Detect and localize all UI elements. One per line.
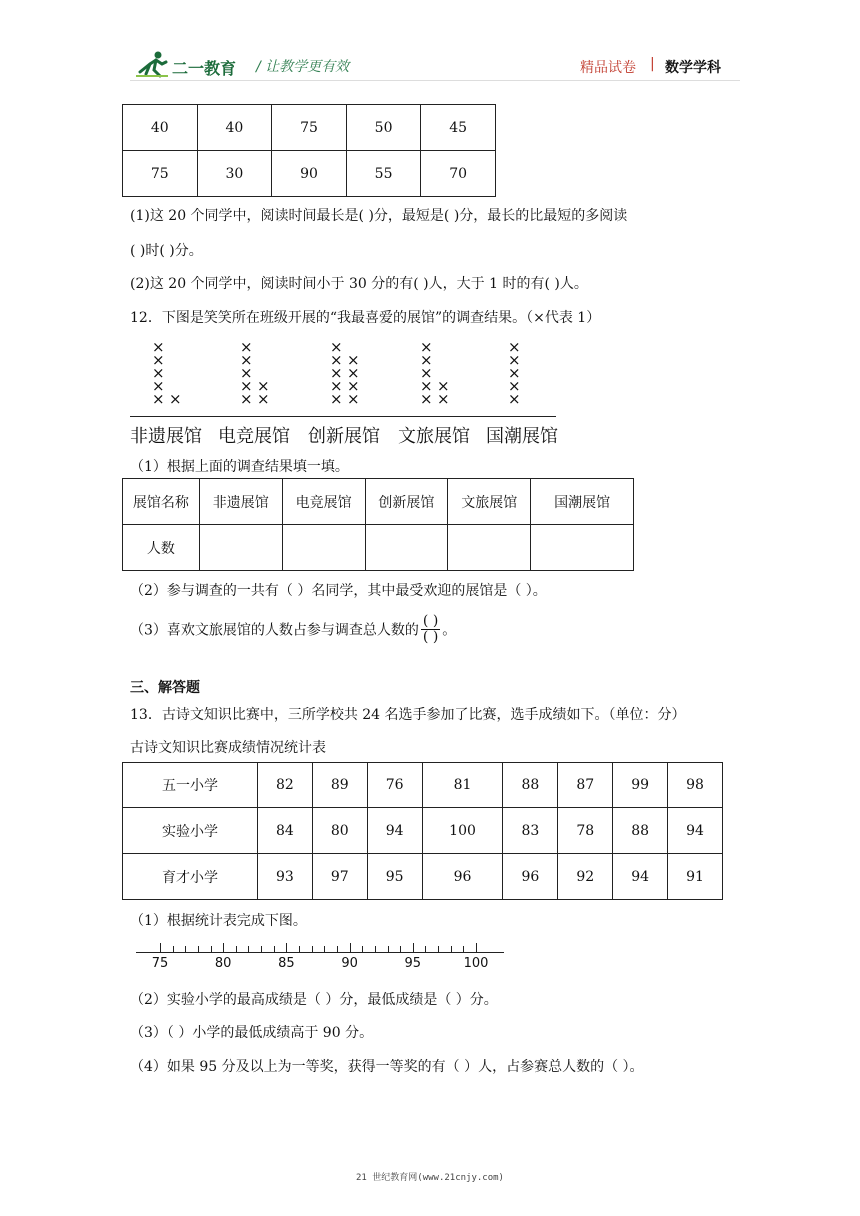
number-line-tick (337, 946, 338, 952)
x-mark: × (508, 338, 521, 356)
score-cell: 76 (367, 763, 422, 808)
q11-part1-line1: (1)这 20 个同学中，阅读时间最长是( )分，最短是( )分，最长的比最短的多阅读 (130, 208, 628, 224)
number-line-label: 80 (214, 956, 232, 971)
score-cell: 96 (422, 854, 503, 900)
number-line-label: 90 (341, 956, 358, 971)
q12-part3-suffix: 。 (442, 622, 457, 639)
q13-part2: （2）实验小学的最高成绩是（ ）分，最低成绩是（ ）分。 (130, 992, 498, 1008)
x-mark: × (330, 364, 343, 382)
score-cell: 97 (312, 854, 367, 900)
number-line-tick (350, 943, 351, 952)
score-cell: 95 (367, 854, 422, 900)
number-line-tick (299, 946, 300, 952)
x-mark: × (347, 377, 360, 395)
score-cell: 82 (258, 763, 313, 808)
number-line-tick (286, 943, 287, 952)
header-rule (130, 80, 740, 81)
fraction-numerator: ( ) (422, 613, 439, 629)
number-line-axis (136, 952, 504, 953)
pictograph-axis (130, 416, 556, 417)
x-mark: × (152, 390, 165, 408)
number-line-label: 95 (404, 956, 422, 971)
table-header-cell: 非遗展馆 (199, 479, 282, 525)
reading-table (122, 104, 496, 197)
table-cell: 90 (272, 151, 347, 197)
x-mark: × (508, 390, 521, 408)
slogan-text: 让教学更有效 (265, 59, 350, 75)
logo-text: 二一教育 (172, 59, 237, 78)
table-header-cell: 创新展馆 (365, 479, 448, 525)
table-header-cell: 文旅展馆 (448, 479, 531, 525)
score-cell: 94 (668, 808, 723, 854)
number-line-tick (274, 946, 275, 952)
x-mark: × (240, 390, 253, 408)
score-cell: 93 (258, 854, 313, 900)
q13-part3: （3）（ ）小学的最低成绩高于 90 分。 (130, 1025, 374, 1041)
q11-part2: (2)这 20 个同学中，阅读时间小于 30 分的有( )人，大于 1 时的有( )人。 (130, 276, 588, 292)
x-mark: × (508, 364, 521, 382)
school-name: 实验小学 (123, 808, 258, 854)
answer-cell[interactable] (199, 525, 282, 571)
x-mark: × (257, 390, 270, 408)
q13-table-caption: 古诗文知识比赛成绩情况统计表 (130, 740, 326, 756)
q12-title: 12．下图是笑笑所在班级开展的“我最喜爱的展馆”的调查结果。（×代表 1） (130, 310, 601, 326)
footer: 21 世纪教育网(www.21cnjy.com) (356, 1173, 504, 1183)
number-line-tick (438, 946, 439, 952)
slogan: / 让教学更有效 (256, 59, 350, 75)
table-header-cell: 国潮展馆 (531, 479, 634, 525)
row-label: 人数 (123, 525, 200, 571)
score-cell: 94 (367, 808, 422, 854)
table-cell: 70 (421, 151, 496, 197)
x-mark: × (347, 364, 360, 382)
x-mark: × (347, 351, 360, 369)
number-line-tick (375, 946, 376, 952)
table-cell: 40 (197, 105, 272, 151)
table-header-cell: 展馆名称 (123, 479, 200, 525)
x-mark: × (347, 390, 360, 408)
logo (136, 50, 248, 78)
runner-logo-icon (136, 50, 170, 78)
number-line-tick (324, 946, 325, 952)
score-cell: 100 (422, 808, 503, 854)
q11-part1-line2: ( )时( )分。 (130, 243, 203, 259)
section-title: 三、解答题 (130, 680, 200, 696)
school-name: 五一小学 (123, 763, 258, 808)
x-mark: × (420, 338, 433, 356)
table-header-cell: 电竞展馆 (282, 479, 365, 525)
number-line-tick (451, 946, 452, 952)
fill-table (122, 478, 634, 571)
q13-title: 13．古诗文知识比赛中，三所学校共 24 名选手参加了比赛，选手成绩如下。（单位：分） (130, 707, 686, 723)
badge: 精品试卷 (580, 60, 636, 76)
number-line-tick (261, 946, 262, 952)
q13-part1: （1）根据统计表完成下图。 (130, 913, 307, 929)
q12-part3-prefix: （3）喜欢文旅展馆的人数占参与调查总人数的 (130, 622, 419, 639)
number-line-tick (173, 946, 174, 952)
subject: 数学学科 (665, 60, 721, 76)
table-cell: 55 (346, 151, 421, 197)
fraction (421, 614, 440, 645)
x-mark: × (240, 338, 253, 356)
table-cell: 50 (346, 105, 421, 151)
x-mark: × (420, 390, 433, 408)
number-line (130, 938, 510, 978)
score-cell: 89 (312, 763, 367, 808)
x-mark: × (152, 338, 165, 356)
x-mark: × (437, 377, 450, 395)
x-mark: × (330, 338, 343, 356)
scores-table (122, 762, 723, 900)
x-mark: × (508, 351, 521, 369)
score-cell: 91 (668, 854, 723, 900)
score-cell: 94 (613, 854, 668, 900)
number-line-tick (400, 946, 401, 952)
number-line-tick (185, 946, 186, 952)
number-line-tick (476, 943, 477, 952)
score-cell: 92 (558, 854, 613, 900)
x-mark: × (330, 351, 343, 369)
x-mark: × (330, 390, 343, 408)
number-line-tick (362, 946, 363, 952)
score-cell: 88 (613, 808, 668, 854)
score-cell: 99 (613, 763, 668, 808)
score-cell: 88 (503, 763, 558, 808)
q13-part4: （4）如果 95 分及以上为一等奖，获得一等奖的有（ ）人，占参赛总人数的（ ）。 (130, 1059, 644, 1075)
header-separator: | (650, 56, 655, 72)
x-mark: × (169, 390, 182, 408)
number-line-tick (248, 946, 249, 952)
x-mark: × (240, 364, 253, 382)
score-cell: 83 (503, 808, 558, 854)
number-line-tick (463, 946, 464, 952)
number-line-tick (211, 946, 212, 952)
x-mark: × (152, 351, 165, 369)
number-line-label: 100 (463, 956, 489, 971)
x-mark: × (240, 351, 253, 369)
x-mark: × (330, 377, 343, 395)
number-line-tick (198, 946, 199, 952)
table-cell: 45 (421, 105, 496, 151)
pictograph-category-label: 国潮展馆 (486, 426, 558, 447)
answer-cell[interactable] (365, 525, 448, 571)
x-mark: × (152, 377, 165, 395)
table-cell: 75 (123, 151, 198, 197)
pictograph-category-label: 创新展馆 (308, 426, 380, 447)
x-mark: × (240, 377, 253, 395)
number-line-label: 85 (278, 956, 295, 971)
x-mark: × (420, 364, 433, 382)
table-cell: 30 (197, 151, 272, 197)
answer-cell[interactable] (448, 525, 531, 571)
x-mark: × (420, 377, 433, 395)
answer-cell[interactable] (531, 525, 634, 571)
number-line-tick (388, 946, 389, 952)
q12-part2: （2）参与调查的一共有（ ）名同学，其中最受欢迎的展馆是（ ）。 (130, 583, 547, 599)
score-cell: 98 (668, 763, 723, 808)
school-name: 育才小学 (123, 854, 258, 900)
x-mark: × (420, 351, 433, 369)
table-cell: 75 (272, 105, 347, 151)
number-line-tick (413, 943, 414, 952)
x-mark: × (437, 390, 450, 408)
number-line-tick (236, 946, 237, 952)
q12-part3 (130, 614, 456, 645)
x-mark: × (152, 364, 165, 382)
x-mark: × (257, 377, 270, 395)
number-line-tick (223, 943, 224, 952)
number-line-tick (160, 943, 161, 952)
number-line-tick (425, 946, 426, 952)
number-line-label: 75 (151, 956, 169, 971)
number-line-tick (312, 946, 313, 952)
score-cell: 81 (422, 763, 503, 808)
fraction-denominator: ( ) (422, 629, 439, 645)
score-cell: 87 (558, 763, 613, 808)
pictograph-category-label: 文旅展馆 (398, 426, 470, 447)
q12-part1: （1）根据上面的调查结果填一填。 (130, 459, 349, 475)
table-cell: 40 (123, 105, 198, 151)
pictograph (130, 330, 570, 450)
score-cell: 78 (558, 808, 613, 854)
score-cell: 84 (258, 808, 313, 854)
x-mark: × (508, 377, 521, 395)
score-cell: 96 (503, 854, 558, 900)
pictograph-category-label: 电竞展馆 (218, 426, 290, 447)
score-cell: 80 (312, 808, 367, 854)
answer-cell[interactable] (282, 525, 365, 571)
pictograph-category-label: 非遗展馆 (130, 426, 202, 447)
